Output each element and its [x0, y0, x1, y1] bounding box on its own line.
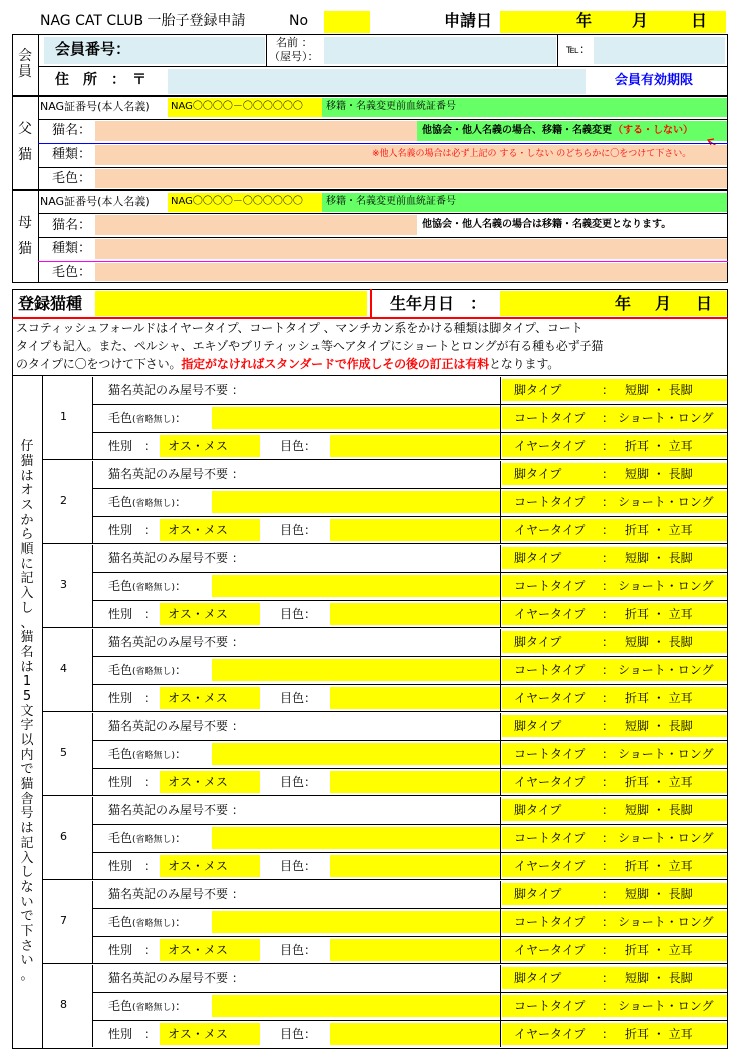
kitten-block	[42, 797, 728, 879]
kitten-sex-label: 性別 ：	[108, 607, 157, 621]
kitten-coat-type-colon: ：	[602, 495, 615, 509]
kitten-coat-type-choice[interactable]: ショート・ロング	[618, 579, 714, 593]
kitten-name-input[interactable]	[280, 463, 500, 485]
kitten-name-input[interactable]	[280, 799, 500, 821]
kitten-eye-label: 目色：	[280, 1027, 317, 1041]
form-title: NAG CAT CLUB 一胎子登録申請	[40, 13, 246, 29]
kitten-number: 5	[60, 746, 67, 759]
registration-breed-input[interactable]	[95, 291, 367, 316]
kitten-ear-type-label: イヤータイプ	[514, 691, 586, 705]
kitten-eye-input[interactable]	[330, 519, 500, 541]
father-cert-input[interactable]: NAG〇〇〇〇－〇〇〇〇〇〇	[168, 98, 322, 117]
kitten-leg-type-colon: ：	[602, 467, 615, 481]
kitten-leg-type-colon: ：	[602, 887, 615, 901]
instruction-line-2: タイプも記入。また、ペルシャ、エキゾやブリティッシュ等へアタイプにショートとロングが有る種も必ず子猫	[16, 339, 604, 353]
mother-transfer-label: 移籍・名義変更前血統証番号	[326, 196, 456, 207]
kitten-leg-type-label: 脚タイプ	[514, 635, 562, 649]
mother-color-input[interactable]	[95, 263, 727, 281]
kitten-leg-type-choice[interactable]: 短脚 ・ 長脚	[625, 635, 693, 649]
kitten-number: 2	[60, 494, 67, 507]
kitten-sex-choice[interactable]: オス・メス	[160, 771, 260, 793]
tel-label: ℡：	[566, 42, 591, 56]
kitten-leg-type-choice[interactable]: 短脚 ・ 長脚	[625, 383, 693, 397]
kitten-eye-label: 目色：	[280, 943, 317, 957]
name-label-line2: （屋号）：	[269, 50, 319, 63]
kitten-ear-type-colon: ：	[602, 439, 615, 453]
kitten-ear-type-colon: ：	[602, 691, 615, 705]
kitten-eye-input[interactable]	[330, 771, 500, 793]
kitten-color-label: 毛色(省略無し)：	[108, 579, 188, 593]
kitten-eye-input[interactable]	[330, 855, 500, 877]
kitten-leg-type-label: 脚タイプ	[514, 719, 562, 733]
kitten-coat-type-label: コートタイプ	[514, 579, 586, 593]
instruction-line-1: スコティッシュフォールドはイヤータイプ、コートタイプ 、マンチカン系をかける種類は脚タイプ、コート	[16, 321, 583, 335]
kitten-ear-type-choice[interactable]: 折耳 ・ 立耳	[625, 1027, 693, 1041]
kitten-sex-choice[interactable]: オス・メス	[160, 1023, 260, 1045]
mother-name-label: 猫名：	[52, 218, 92, 233]
kitten-color-label: 毛色(省略無し)：	[108, 831, 188, 845]
mother-side-label: 母 猫	[18, 214, 32, 257]
kitten-coat-type-choice[interactable]: ショート・ロング	[618, 999, 714, 1013]
kitten-block	[42, 377, 728, 459]
date-label: 申請日	[444, 11, 493, 30]
date-day: 日	[691, 11, 708, 30]
kitten-coat-type-colon: ：	[602, 915, 615, 929]
kitten-block	[42, 545, 728, 627]
kitten-coat-type-colon: ：	[602, 747, 615, 761]
kitten-block	[42, 713, 728, 795]
kitten-name-input[interactable]	[280, 547, 500, 569]
kitten-ear-type-label: イヤータイプ	[514, 859, 586, 873]
kitten-leg-type-colon: ：	[602, 803, 615, 817]
kitten-name-label: 猫名英記のみ屋号不要 ：	[108, 803, 244, 817]
kitten-ear-type-colon: ：	[602, 1027, 615, 1041]
kitten-name-input[interactable]	[280, 715, 500, 737]
kitten-eye-input[interactable]	[330, 939, 500, 961]
kitten-color-input[interactable]	[212, 575, 500, 597]
kitten-sex-choice[interactable]: オス・メス	[160, 687, 260, 709]
father-cert-label: NAG証番号(本人名義)	[40, 100, 150, 113]
kitten-eye-input[interactable]	[330, 1023, 500, 1045]
kitten-coat-type-label: コートタイプ	[514, 915, 586, 929]
father-name-input[interactable]	[95, 121, 417, 141]
birth-label: 生年月日 ：	[390, 294, 487, 313]
kitten-eye-input[interactable]	[330, 435, 500, 457]
kitten-number: 4	[60, 662, 67, 675]
kitten-eye-input[interactable]	[330, 603, 500, 625]
birth-year: 年	[615, 294, 632, 313]
kitten-ear-type-colon: ：	[602, 523, 615, 537]
address-input[interactable]	[168, 69, 586, 94]
kitten-coat-type-label: コートタイプ	[514, 495, 586, 509]
kitten-number: 6	[60, 830, 67, 843]
kitten-coat-type-label: コートタイプ	[514, 411, 586, 425]
kitten-block	[42, 881, 728, 963]
date-year: 年	[576, 11, 593, 30]
kitten-leg-type-colon: ：	[602, 971, 615, 985]
birth-date-input[interactable]	[500, 291, 727, 316]
kitten-ear-type-choice[interactable]: 折耳 ・ 立耳	[625, 691, 693, 705]
kitten-leg-type-label: 脚タイプ	[514, 971, 562, 985]
kitten-name-label: 猫名英記のみ屋号不要 ：	[108, 971, 244, 985]
father-transfer-choice[interactable]: （する・しない）	[613, 125, 693, 136]
kitten-ear-type-label: イヤータイプ	[514, 439, 586, 453]
kitten-coat-type-choice[interactable]: ショート・ロング	[618, 915, 714, 929]
kitten-ear-type-choice[interactable]: 折耳 ・ 立耳	[625, 439, 693, 453]
kitten-coat-type-colon: ：	[602, 999, 615, 1013]
kitten-coat-type-label: コートタイプ	[514, 999, 586, 1013]
kitten-name-label: 猫名英記のみ屋号不要 ：	[108, 887, 244, 901]
kitten-number: 8	[60, 998, 67, 1011]
father-side-label: 父 猫	[18, 121, 32, 163]
kitten-name-input[interactable]	[280, 967, 500, 989]
kitten-eye-label: 目色：	[280, 859, 317, 873]
kitten-color-label: 毛色(省略無し)：	[108, 747, 188, 761]
member-number-label: 会員番号：	[55, 40, 131, 58]
kitten-leg-type-colon: ：	[602, 551, 615, 565]
kitten-coat-type-choice[interactable]: ショート・ロング	[618, 831, 714, 845]
kitten-block	[42, 965, 728, 1047]
kitten-block	[42, 629, 728, 711]
kitten-leg-type-label: 脚タイプ	[514, 551, 562, 565]
kitten-number: 7	[60, 914, 67, 927]
kitten-number: 1	[60, 410, 67, 423]
kitten-color-input[interactable]	[212, 911, 500, 933]
kitten-leg-type-colon: ：	[602, 635, 615, 649]
kitten-sex-choice[interactable]: オス・メス	[160, 939, 260, 961]
kitten-leg-type-choice[interactable]: 短脚 ・ 長脚	[625, 551, 693, 565]
kitten-leg-type-choice[interactable]: 短脚 ・ 長脚	[625, 803, 693, 817]
kitten-eye-label: 目色：	[280, 523, 317, 537]
member-side-label: 会 員	[18, 48, 32, 80]
mother-cert-label: NAG証番号(本人名義)	[40, 195, 150, 208]
kitten-leg-type-choice[interactable]: 短脚 ・ 長脚	[625, 971, 693, 985]
kitten-leg-type-label: 脚タイプ	[514, 383, 562, 397]
kitten-ear-type-choice[interactable]: 折耳 ・ 立耳	[625, 943, 693, 957]
mother-breed-input[interactable]	[95, 239, 727, 259]
kitten-color-label: 毛色(省略無し)：	[108, 999, 188, 1013]
father-name-label: 猫名：	[52, 123, 92, 138]
kitten-color-label: 毛色(省略無し)：	[108, 495, 188, 509]
kitten-color-input[interactable]	[212, 659, 500, 681]
name-label-line1: 名前 ：	[276, 36, 313, 49]
kitten-leg-type-choice[interactable]: 短脚 ・ 長脚	[625, 719, 693, 733]
kitten-sex-label: 性別 ：	[108, 523, 157, 537]
kitten-name-label: 猫名英記のみ屋号不要 ：	[108, 383, 244, 397]
kitten-color-label: 毛色(省略無し)：	[108, 915, 188, 929]
kitten-sex-choice[interactable]: オス・メス	[160, 519, 260, 541]
kitten-ear-type-label: イヤータイプ	[514, 607, 586, 621]
mother-name-input[interactable]	[95, 215, 417, 235]
kitten-ear-type-colon: ：	[602, 775, 615, 789]
kitten-sex-label: 性別 ：	[108, 1027, 157, 1041]
kitten-leg-type-choice[interactable]: 短脚 ・ 長脚	[625, 467, 693, 481]
kitten-ear-type-label: イヤータイプ	[514, 943, 586, 957]
kitten-sex-label: 性別 ：	[108, 859, 157, 873]
address-label: 住 所 ： 〒	[55, 72, 146, 88]
kitten-sex-label: 性別 ：	[108, 943, 157, 957]
kitten-ear-type-choice[interactable]: 折耳 ・ 立耳	[625, 523, 693, 537]
kitten-ear-type-label: イヤータイプ	[514, 775, 586, 789]
kitten-ear-type-choice[interactable]: 折耳 ・ 立耳	[625, 775, 693, 789]
kitten-coat-type-label: コートタイプ	[514, 831, 586, 845]
kitten-eye-label: 目色：	[280, 607, 317, 621]
kitten-color-input[interactable]	[212, 407, 500, 429]
kitten-sex-label: 性別 ：	[108, 439, 157, 453]
birth-month: 月	[655, 294, 672, 313]
kitten-coat-type-choice[interactable]: ショート・ロング	[618, 747, 714, 761]
kitten-number: 3	[60, 578, 67, 591]
kitten-coat-type-choice[interactable]: ショート・ロング	[618, 663, 714, 677]
validity-label: 会員有効期限	[615, 73, 694, 88]
kitten-leg-type-label: 脚タイプ	[514, 467, 562, 481]
kitten-color-label: 毛色(省略無し)：	[108, 663, 188, 677]
kitten-name-input[interactable]	[280, 883, 500, 905]
father-breed-note: ※他人名義の場合は必ず上記の する・しない のどちらかに〇をつけて下さい。	[372, 149, 692, 159]
kitten-ear-type-choice[interactable]: 折耳 ・ 立耳	[625, 607, 693, 621]
instruction-line-3: のタイプに〇をつけて下さい。指定がなければスタンダードで作成しその後の訂正は有料となります。	[16, 357, 560, 371]
kitten-sex-choice[interactable]: オス・メス	[160, 603, 260, 625]
kitten-block	[42, 461, 728, 543]
father-other-assoc-note: 他協会・他人名義の場合、移籍・名義変更	[422, 125, 612, 136]
birth-day: 日	[696, 294, 713, 313]
no-input[interactable]	[324, 11, 370, 33]
kitten-name-input[interactable]	[280, 631, 500, 653]
kitten-ear-type-choice[interactable]: 折耳 ・ 立耳	[625, 859, 693, 873]
registration-breed-label: 登録猫種	[18, 294, 83, 313]
mother-color-label: 毛色：	[52, 265, 92, 280]
kitten-ear-type-colon: ：	[602, 943, 615, 957]
kitten-eye-label: 目色：	[280, 439, 317, 453]
kitten-coat-type-colon: ：	[602, 663, 615, 677]
father-color-label: 毛色：	[52, 171, 92, 186]
kitten-color-input[interactable]	[212, 743, 500, 765]
kitten-coat-type-colon: ：	[602, 411, 615, 425]
kitten-color-input[interactable]	[212, 995, 500, 1017]
kitten-coat-type-choice[interactable]: ショート・ロング	[618, 411, 714, 425]
kitten-side-note: 仔 猫 は オ ス か ら 順 に 記 入 し 、 猫 名 は 1 5 文 字 以 内 で 猫 舎 号 は 記 入 し な い で 下 さ い 。	[20, 439, 34, 984]
father-breed-label: 種類：	[52, 147, 92, 162]
kitten-coat-type-colon: ：	[602, 579, 615, 593]
kitten-name-label: 猫名英記のみ屋号不要 ：	[108, 467, 244, 481]
kitten-leg-type-label: 脚タイプ	[514, 887, 562, 901]
kitten-eye-label: 目色：	[280, 775, 317, 789]
kitten-coat-type-choice[interactable]: ショート・ロング	[618, 495, 714, 509]
kitten-ear-type-label: イヤータイプ	[514, 1027, 586, 1041]
kitten-leg-type-colon: ：	[602, 383, 615, 397]
kitten-name-input[interactable]	[280, 379, 500, 401]
kitten-name-label: 猫名英記のみ屋号不要 ：	[108, 551, 244, 565]
kitten-eye-label: 目色：	[280, 691, 317, 705]
member-name-input[interactable]	[324, 37, 556, 64]
tel-input[interactable]	[594, 37, 725, 64]
father-transfer-label: 移籍・名義変更前血統証番号	[326, 101, 456, 112]
kitten-name-label: 猫名英記のみ屋号不要 ：	[108, 719, 244, 733]
date-month: 月	[632, 11, 649, 30]
kitten-sex-choice[interactable]: オス・メス	[160, 855, 260, 877]
kitten-coat-type-colon: ：	[602, 831, 615, 845]
kitten-ear-type-label: イヤータイプ	[514, 523, 586, 537]
kitten-color-label: 毛色(省略無し)：	[108, 411, 188, 425]
kitten-coat-type-label: コートタイプ	[514, 663, 586, 677]
kitten-ear-type-colon: ：	[602, 859, 615, 873]
kitten-sex-label: 性別 ：	[108, 775, 157, 789]
kitten-sex-choice[interactable]: オス・メス	[160, 435, 260, 457]
mother-other-assoc-note: 他協会・他人名義の場合は移籍・名義変更となります。	[422, 219, 672, 230]
mother-breed-label: 種類：	[52, 241, 92, 256]
kitten-name-label: 猫名英記のみ屋号不要 ：	[108, 635, 244, 649]
kitten-leg-type-colon: ：	[602, 719, 615, 733]
no-label: No	[289, 13, 309, 29]
kitten-color-input[interactable]	[212, 827, 500, 849]
kitten-leg-type-label: 脚タイプ	[514, 803, 562, 817]
kitten-ear-type-colon: ：	[602, 607, 615, 621]
kitten-coat-type-label: コートタイプ	[514, 747, 586, 761]
kitten-eye-input[interactable]	[330, 687, 500, 709]
kitten-sex-label: 性別 ：	[108, 691, 157, 705]
mother-cert-input[interactable]: NAG〇〇〇〇－〇〇〇〇〇〇	[168, 193, 322, 212]
kitten-leg-type-choice[interactable]: 短脚 ・ 長脚	[625, 887, 693, 901]
kitten-color-input[interactable]	[212, 491, 500, 513]
father-color-input[interactable]	[95, 169, 727, 188]
